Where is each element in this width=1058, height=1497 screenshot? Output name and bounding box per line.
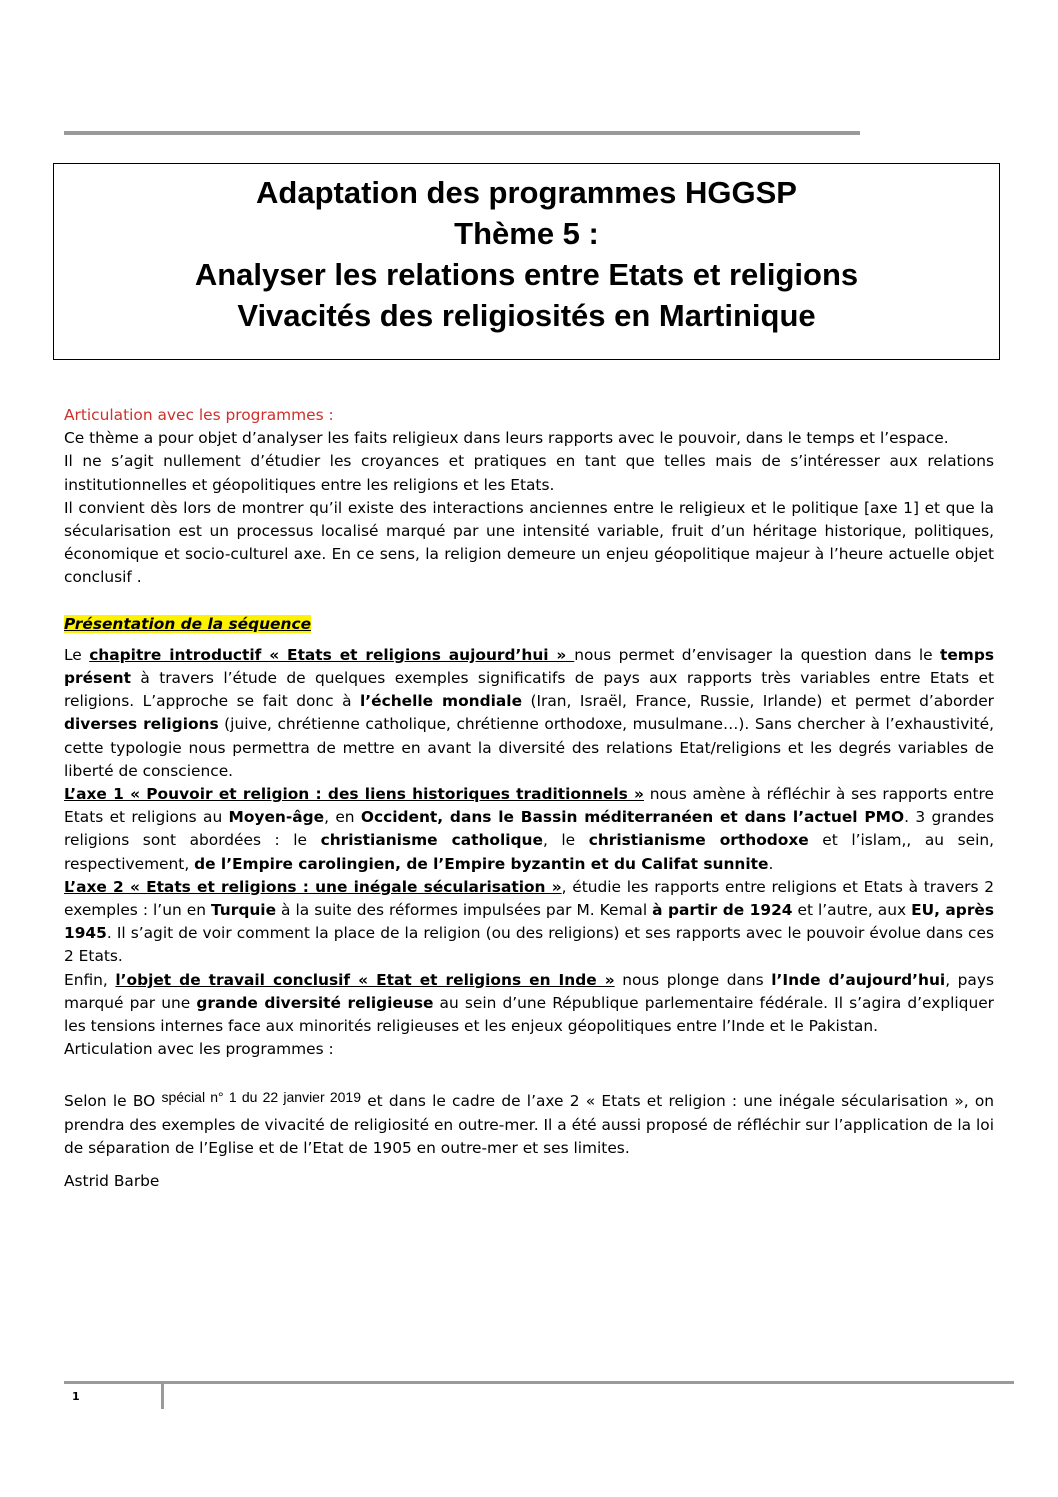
title-line-4: Vivacités des religiosités en Martinique (237, 298, 816, 333)
enfin-paragraph: Enfin, l’objet de travail conclusif « Etat et religions en Inde » nous plonge dans l’Inde d’aujourd’hui, pays marqué par une grande diversité religieuse au sein d’une République parlementaire fédérale. Il s’agira d’expliquer les tensions internes face aux minorités religieuses et les enjeux géopolitiques entre l’Inde et le Pakistan. (64, 970, 995, 1036)
articulation-paragraph-3: Il convient dès lors de montrer qu’il existe des interactions anciennes entre le religieux et le politique [axe 1] et que la sécularisation est un processus localisé marqué par une intensité variable, fruit d’un héritage historique, politiques, économique et socio-culturel axe. En ce sens, la religion demeure un enjeu géopolitique majeur à l’heure actuelle objet conclusif . (64, 498, 994, 587)
footer-rule (64, 1381, 1014, 1384)
presentation-heading-line (64, 613, 994, 636)
footer-tick (161, 1384, 164, 1409)
page-number: 1 (72, 1390, 80, 1403)
articulation-paragraph-1: Ce thème a pour objet d’analyser les faits religieux dans leurs rapports avec le pouvoir, dans le temps et l’espace. (64, 429, 949, 448)
intro-paragraph: Le chapitre introductif « Etats et religions aujourd’hui » nous permet d’envisager la question dans le temps présent à travers l’étude de quelques exemples significatifs de pays aux rapports très variables entre Etats et religions. L’approche se fait donc à l’échelle mondiale (Iran, Israël, France, Russie, Irlande) et permet d’aborder diverses religions (juive, chrétienne catholique, chrétienne orthodoxe, musulmane…). Sans chercher à l’exhaustivité, cette typologie nous permettra de mettre en avant la diversité des relations Etat/religions et les degrés variables de liberté de conscience. (64, 645, 995, 780)
axe2-paragraph: L’axe 2 « Etats et religions : une inégale sécularisation », étudie les rapports entre religions et Etats à travers 2 exemples : l’un en Turquie à la suite des réformes impulsées par M. Kemal à partir de 1924 et l’autre, aux EU, après 1945. Il s’agit de voir comment la place de la religion (ou des religions) et ses rapports avec le pouvoir évolue dans ces 2 Etats. (64, 877, 995, 966)
title-box (53, 163, 1000, 360)
document-body (64, 404, 994, 1193)
title-line-3: Analyser les relations entre Etats et religions (194, 257, 859, 292)
presentation-heading: Présentation de la séquence (64, 614, 312, 633)
axe1-paragraph: L’axe 1 « Pouvoir et religion : des liens historiques traditionnels » nous amène à réfléchir à ses rapports entre Etats et religions au Moyen-âge, en Occident, dans le Bassin méditerranéen et dans l’actuel PMO. 3 grandes religions sont abordées : le christianisme catholique, le christianisme orthodoxe et l’islam,, au sein, respectivement, de l’Empire carolingien, de l’Empire byzantin et du Califat sunnite. (64, 785, 994, 873)
selon-paragraph: Selon le BO spécial n° 1 du 22 janvier 2019 et dans le cadre de l’axe 2 « Etats et religion : une inégale sécularisation », on prendra des exemples de vivacité de religiosité en outre-mer. Il a été aussi proposé de réfléchir sur l’application de la loi de séparation de l’Eglise et de l’Etat de 1905 en outre-mer et ses limites. (64, 1089, 995, 1157)
author-name: Astrid Barbe (64, 1172, 160, 1191)
axe2-title: L’axe 2 « Etats et religions : une inégale sécularisation » (64, 877, 562, 896)
spacer (64, 590, 994, 613)
top-rule (64, 131, 860, 135)
title-line-2: Thème 5 : (454, 216, 599, 251)
bo-reference: spécial n° 1 du 22 janvier 2019 (161, 1089, 361, 1106)
title-line-1: Adaptation des programmes HGGSP (256, 175, 797, 210)
articulation-heading: Articulation avec les programmes : (64, 406, 334, 424)
articulation-again: Articulation avec les programmes : (64, 1040, 334, 1059)
intro-chapter-title: chapitre introductif « Etats et religions aujourd’hui » (89, 645, 575, 664)
spacer (64, 1061, 994, 1084)
objet-conclusif-title: l’objet de travail conclusif « Etat et religions en Inde » (115, 970, 615, 989)
articulation-paragraph-2: Il ne s’agit nullement d’étudier les croyances et pratiques en tant que telles mais de s’intéresser aux relations institutionnelles et géopolitiques entre les religions et les Etats. (64, 452, 994, 494)
axe1-title: L’axe 1 « Pouvoir et religion : des liens historiques traditionnels » (64, 785, 644, 804)
